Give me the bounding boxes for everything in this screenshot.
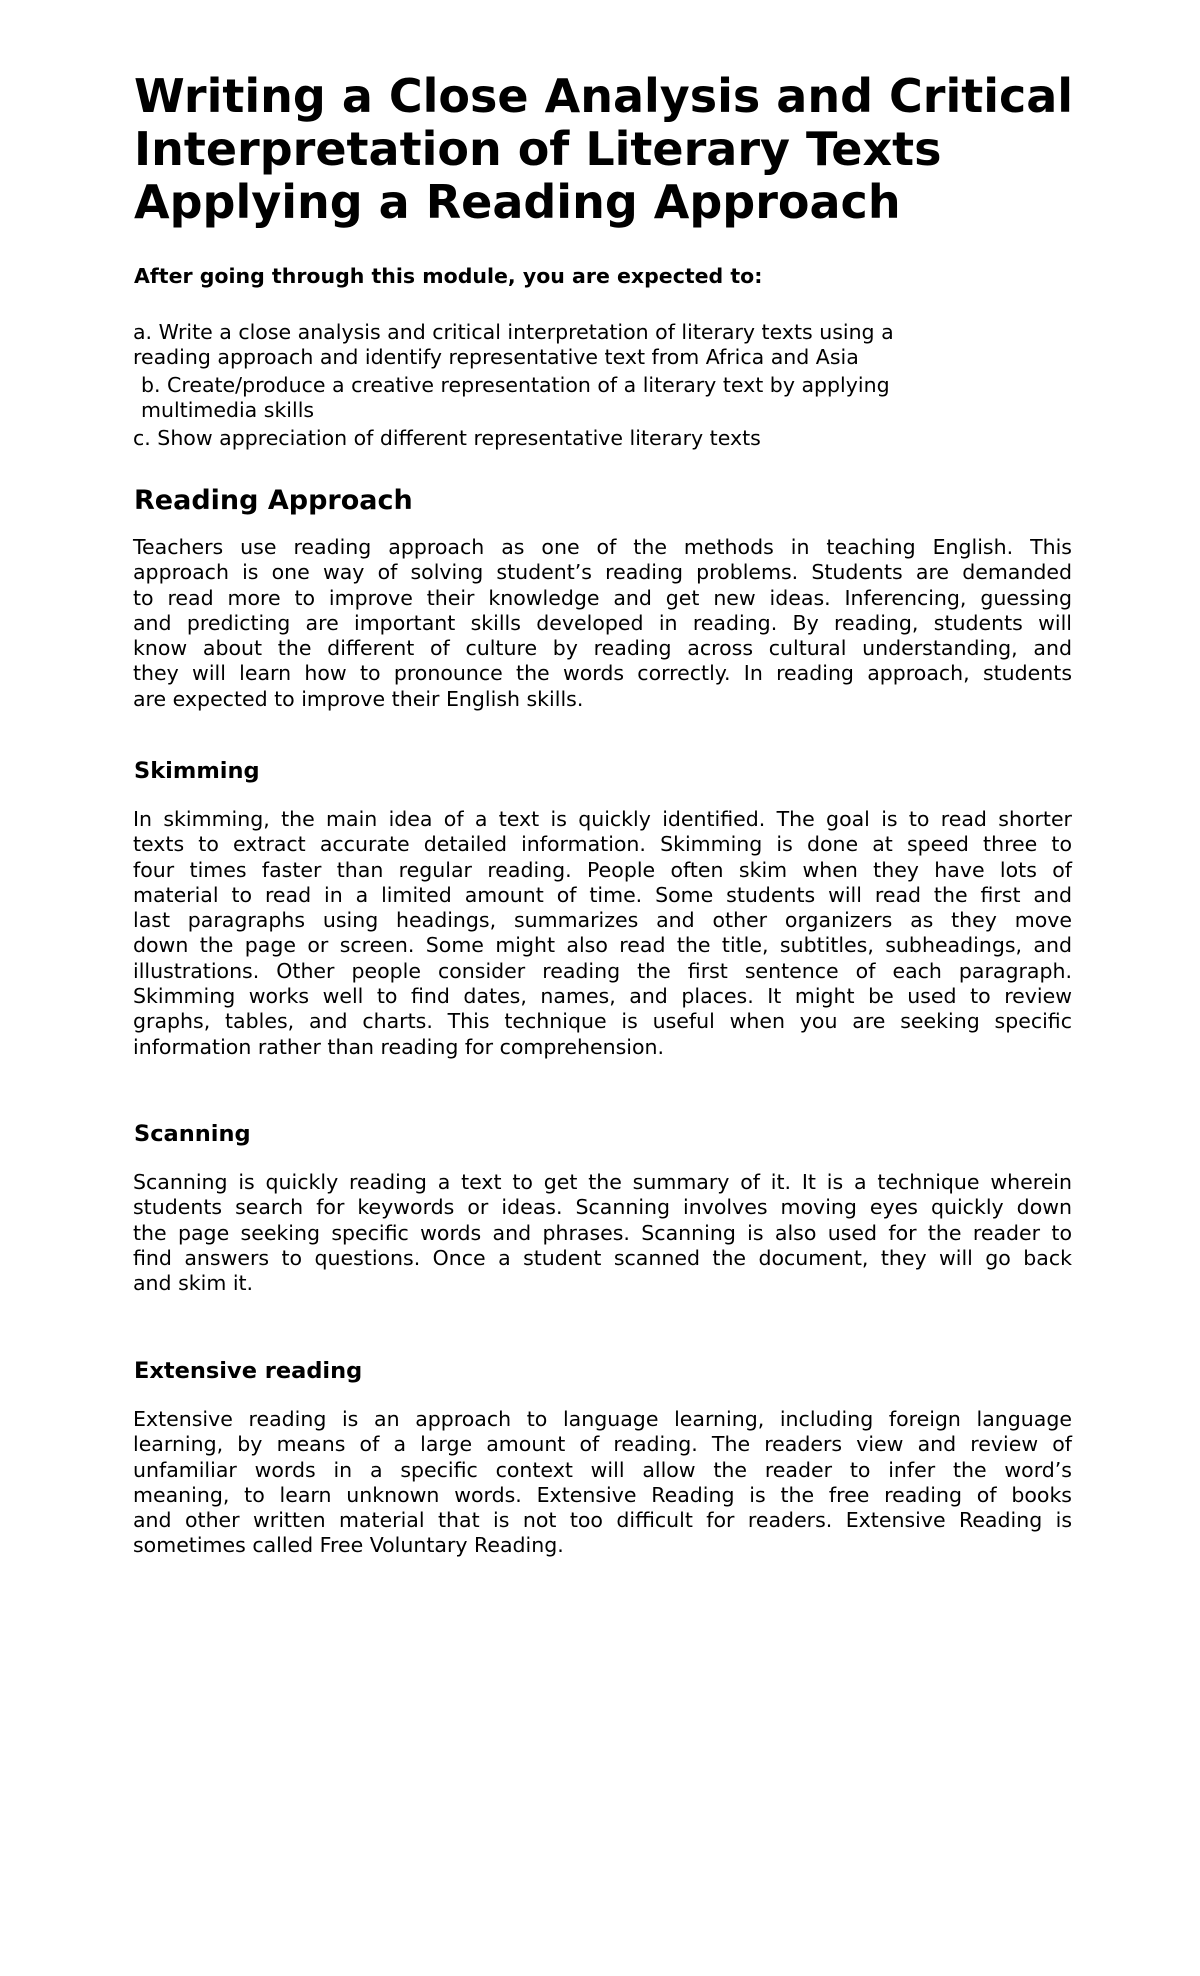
paragraph-line: In skimming, the main idea of a text is quickly identified. The goal is to read shorter	[133, 807, 1072, 831]
section-heading-scanning: Scanning	[134, 1121, 251, 1147]
skimming-paragraph	[133, 807, 1072, 1060]
paragraph-line: down the page or screen. Some might also read the title, subtitles, subheadings, and	[133, 933, 1072, 958]
paragraph-line: they will learn how to pronounce the words correctly. In reading approach, students	[133, 661, 1072, 686]
reading-approach-paragraph	[133, 535, 1072, 712]
paragraph-line: and other written material that is not too difficult for readers. Extensive Reading is	[133, 1508, 1072, 1533]
paragraph-line: students search for keywords or ideas. Scanning involves moving eyes quickly down	[133, 1195, 1072, 1220]
paragraph-line: know about the different of culture by reading across cultural understanding, and	[133, 636, 1072, 661]
paragraph-line: material to read in a limited amount of time. Some students will read the first and	[133, 882, 1072, 907]
paragraph-line: approach is one way of solving student’s reading problems. Students are demanded	[133, 560, 1072, 585]
objective-item: c. Show appreciation of different representative literary texts	[133, 426, 761, 450]
section-heading-reading-approach: Reading Approach	[134, 485, 413, 516]
extensive-reading-paragraph	[133, 1407, 1072, 1559]
paragraph-line: and predicting are important skills developed in reading. By reading, students will	[133, 610, 1072, 635]
objective-item: a. Write a close analysis and critical interpretation of literary texts using a reading approach and identify representative text from Africa and Asia	[133, 320, 894, 369]
paragraph-line: last paragraphs using headings, summarizes and other organizers as they move	[133, 908, 1072, 933]
paragraph-line: information rather than reading for comprehension.	[133, 1034, 665, 1059]
section-heading-skimming: Skimming	[134, 758, 260, 784]
paragraph-line: are expected to improve their English skills.	[133, 686, 584, 711]
paragraph-line: the page seeking specific words and phrases. Scanning is also used for the reader to	[133, 1220, 1072, 1245]
objective-item: b. Create/produce a creative representation of a literary text by applying multimedia skills	[141, 373, 890, 422]
paragraph-line: find answers to questions. Once a student scanned the document, they will go back	[133, 1245, 1072, 1270]
paragraph-line: Teachers use reading approach as one of the methods in teaching English. This	[133, 535, 1072, 559]
paragraph-line: and skim it.	[133, 1271, 254, 1296]
objectives-intro: After going through this module, you are expected to:	[134, 264, 763, 288]
paragraph-line: Extensive reading is an approach to language learning, including foreign language	[133, 1407, 1072, 1431]
paragraph-line: illustrations. Other people consider reading the first sentence of each paragraph.	[133, 958, 1072, 983]
paragraph-line: Skimming works well to find dates, names, and places. It might be used to review	[133, 984, 1072, 1009]
section-heading-extensive-reading: Extensive reading	[134, 1358, 363, 1384]
paragraph-line: graphs, tables, and charts. This technique is useful when you are seeking specific	[133, 1009, 1072, 1034]
paragraph-line: meaning, to learn unknown words. Extensive Reading is the free reading of books	[133, 1482, 1072, 1507]
document-title: Writing a Close Analysis and Critical Interpretation of Literary Texts Applying a Reading Approach	[134, 69, 1074, 229]
paragraph-line: sometimes called Free Voluntary Reading.	[133, 1533, 564, 1558]
paragraph-line: unfamiliar words in a specific context will allow the reader to infer the word’s	[133, 1457, 1072, 1482]
paragraph-line: texts to extract accurate detailed information. Skimming is done at speed three to	[133, 832, 1072, 857]
paragraph-line: learning, by means of a large amount of reading. The readers view and review of	[133, 1432, 1072, 1457]
paragraph-line: to read more to improve their knowledge and get new ideas. Inferencing, guessing	[133, 585, 1072, 610]
paragraph-line: Scanning is quickly reading a text to get the summary of it. It is a technique wherein	[133, 1170, 1072, 1194]
paragraph-line: four times faster than regular reading. People often skim when they have lots of	[133, 857, 1072, 882]
scanning-paragraph	[133, 1170, 1072, 1296]
